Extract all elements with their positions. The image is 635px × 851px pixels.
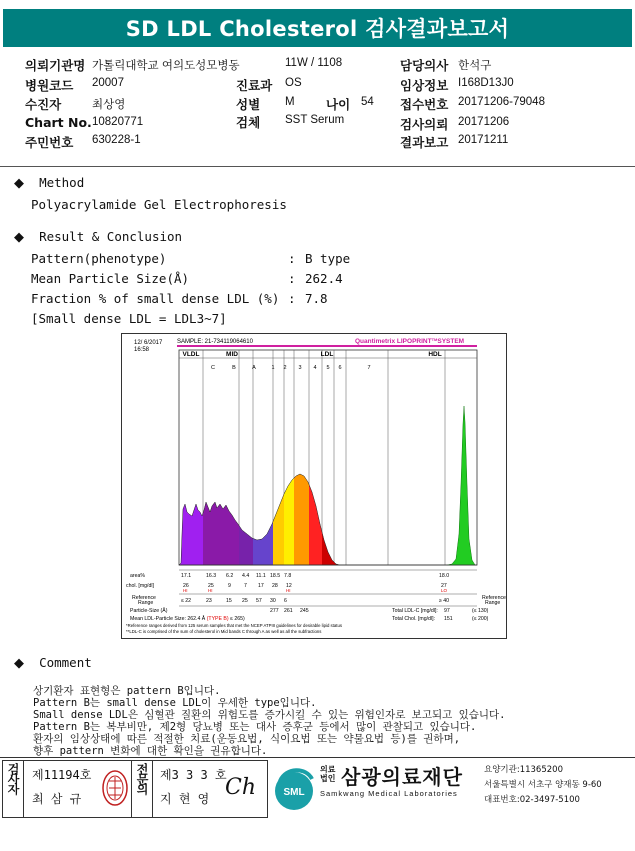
region-label: LDL: [320, 351, 334, 358]
chart-brand-tm: TM: [431, 337, 438, 342]
confirmer-signature: Ch: [225, 775, 257, 800]
band-fill: [284, 350, 294, 565]
band-fill: [203, 350, 239, 565]
region-label: MID: [226, 351, 238, 358]
area-value: 4.4: [242, 573, 250, 579]
org-prefix-2: 법인: [320, 774, 336, 783]
comment-heading: Comment: [39, 655, 92, 670]
band-fill: [294, 350, 309, 565]
comment-line-1: 상기환자 표현형은 pattern B입니다.: [33, 685, 221, 697]
clinical-value: I168D13J0: [458, 77, 514, 89]
area-value: 16.3: [206, 573, 217, 579]
area-value: 17.1: [181, 573, 192, 579]
chart-no-value: 10820771: [92, 116, 144, 128]
chol-value: 25: [208, 583, 214, 589]
band-label: A: [252, 365, 256, 371]
particle-size-value: 262.4: [305, 271, 343, 286]
dept-value: OS: [285, 77, 302, 89]
chart-brand-name: Quantimetrix LIPOPRINT: [355, 338, 432, 345]
band-labels: [211, 365, 371, 371]
age-value: 54: [361, 96, 374, 108]
ref-value: 23: [206, 598, 212, 604]
hdl-peak: [447, 406, 475, 565]
org-prefix-1: 의료: [320, 765, 336, 774]
signature-box-divider: [152, 760, 153, 817]
band-fill: [179, 350, 203, 565]
total-ldl-range: (≤ 130): [472, 608, 489, 614]
report-label: 결과보고: [400, 135, 449, 150]
report-title: SD LDL Cholesterol 검사결과보고서: [3, 9, 632, 47]
comment-line-5: 환자의 임상상태에 따른 적절한 치료(운동요법, 식이요법 또는 약물요법 등)를 권하며,: [33, 733, 461, 745]
inspector-seal-icon: [101, 769, 129, 807]
institution-label: 의뢰기관명: [25, 58, 86, 73]
footer-divider: [0, 757, 635, 758]
care-number: 요양기관:11365200: [484, 765, 563, 775]
request-value: 20171206: [458, 116, 510, 128]
band-label: 1: [271, 365, 275, 371]
confirmer-label: 전문의: [135, 763, 149, 793]
patient-label: 수진자: [25, 97, 62, 112]
particle-size-row-label: Particle-Size (Å): [130, 608, 168, 614]
particle-size-value: 261: [284, 608, 293, 614]
area-value: 7.8: [284, 573, 292, 579]
org-address: 서울특별시 서초구 양재동 9-60: [484, 780, 602, 790]
ref-value: 30: [270, 598, 276, 604]
total-ldl-label: Total LDL-C [mg/dl]:: [392, 608, 438, 614]
report-value: 20171211: [458, 134, 509, 146]
age-label: 나이: [326, 97, 351, 112]
org-name-english: Samkwang Medical Laboratories: [320, 789, 458, 798]
lipoprint-chart: [121, 333, 507, 639]
band-label: 4: [313, 365, 317, 371]
band-fill: [253, 350, 273, 565]
band-fill: [309, 350, 322, 565]
diamond-bullet-icon: ◆: [14, 176, 24, 191]
ref-value: 6: [284, 598, 287, 604]
chart-sample: SAMPLE: 21-734119064610: [177, 339, 253, 345]
band-label: 2: [283, 365, 287, 371]
fraction-colon: :: [288, 291, 296, 306]
org-name: 삼광의료재단: [341, 765, 463, 789]
institution-value: 가톨릭대학교 여의도성모병동: [92, 60, 240, 72]
band-label: 6: [338, 365, 342, 371]
chart-table: [126, 570, 506, 622]
comment-line-6: 향후 pattern 변화에 대한 확인을 권유합니다.: [33, 745, 268, 757]
band-fill: [239, 350, 253, 565]
chol-value: 9: [228, 583, 231, 589]
code-label: 병원코드: [25, 78, 74, 93]
doctor-label: 담당의사: [400, 58, 449, 73]
signature-box-divider: [131, 760, 132, 817]
chart-brand: [355, 337, 464, 345]
clinical-label: 임상정보: [400, 78, 449, 93]
result-heading-row: [14, 229, 182, 245]
specimen-label: 검체: [236, 115, 261, 130]
total-chol-range: (≤ 200): [472, 616, 489, 622]
fraction-value: 7.8: [305, 291, 328, 306]
sml-logo-icon: [272, 763, 318, 813]
specimen-value: SST Serum: [285, 114, 345, 126]
particle-size-value: 277: [270, 608, 279, 614]
receipt-value: 20171206-79048: [458, 96, 545, 108]
pattern-value: B type: [305, 251, 351, 266]
total-ldl-value: 97: [444, 608, 450, 614]
area-row-label: area%: [130, 573, 145, 579]
area-value: 18.0: [439, 573, 450, 579]
chol-value: 26: [183, 583, 189, 589]
inspector-name: 최 삼 규: [32, 792, 82, 806]
diamond-bullet-icon: ◆: [14, 230, 24, 245]
sex-value: M: [285, 96, 295, 108]
region-labels: [183, 351, 442, 358]
chol-flag: HI: [208, 588, 213, 593]
receipt-label: 접수번호: [400, 97, 449, 112]
fraction-label: Fraction % of small dense LDL (%): [31, 291, 280, 306]
chart-date: 12/ 6/2017: [134, 340, 163, 346]
code-value: 20007: [92, 77, 124, 89]
chol-value: 17: [258, 583, 264, 589]
small-dense-note: [Small dense LDL = LDL3~7]: [31, 311, 227, 326]
pattern-colon: :: [288, 251, 296, 266]
chol-flag: LO: [441, 588, 448, 593]
band-label: 7: [367, 365, 371, 371]
patient-info-block: [0, 50, 635, 167]
particle-size-label: Mean Particle Size(Å): [31, 271, 190, 286]
confirmer-name: 지 현 영: [160, 792, 210, 806]
ref-value: 15: [226, 598, 232, 604]
chart-brand-system: SYSTEM: [437, 338, 465, 345]
comment-line-2: Pattern B는 small dense LDL이 우세한 type입니다.: [33, 697, 317, 709]
ref-value: ≤ 22: [181, 598, 192, 604]
chart-footnote-1: *Reference ranges derived from 125 serum samples that met the NCEP ATPIII guidelines for desirable lipid status: [126, 623, 342, 628]
pattern-label: Pattern(phenotype): [31, 251, 167, 266]
ref-value: 57: [256, 598, 262, 604]
ref-value: 25: [242, 598, 248, 604]
chol-row-label: chol. [mg/dl]: [126, 583, 154, 589]
curve-fills: [179, 350, 346, 565]
chart-time: 16:58: [134, 347, 150, 353]
report-footer: [0, 757, 635, 851]
mean-ldl-size-text: Mean LDL-Particle Size: 262.4 Å: [130, 616, 207, 622]
chol-value: 7: [244, 583, 247, 589]
ref-value: ≥ 40: [439, 598, 450, 604]
signature-box-divider: [23, 760, 24, 817]
total-chol-label: Total Chol. [mg/dl]:: [392, 616, 435, 622]
ward-value: 11W / 1108: [285, 57, 343, 69]
area-value: 11.1: [256, 573, 266, 579]
org-phone: 대표번호:02-3497-5100: [484, 795, 580, 805]
comment-line-4: Pattern B는 복부비만, 제2형 당뇨병 또는 대사 증후군 등에서 많이 관찰되고 있습니다.: [33, 721, 477, 733]
ref-row-label: Range: [138, 600, 154, 606]
comment-heading-row: [14, 655, 92, 671]
band-label: 5: [326, 365, 330, 371]
sml-logo-text: SML: [283, 787, 305, 798]
diamond-bullet-icon: ◆: [14, 656, 24, 671]
method-text: Polyacrylamide Gel Electrophoresis: [31, 197, 287, 212]
request-label: 검사의뢰: [400, 117, 449, 132]
ref-right-label: Reference: [482, 595, 506, 601]
rrn-label: 주민번호: [25, 135, 74, 150]
mean-ldl-size-line: [130, 615, 245, 622]
sex-label: 성별: [236, 97, 261, 112]
band-label: C: [211, 365, 215, 371]
band-label: B: [232, 365, 236, 371]
chol-flag: HI: [286, 588, 291, 593]
electrophoresis-graph: [122, 334, 506, 638]
comment-line-3: Small dense LDL은 심혈관 질환의 위험도를 증가시킬 수 있는 위험인자로 보고되고 있습니다.: [33, 709, 506, 721]
chol-value: 27: [441, 583, 447, 589]
confirmer-license: 제3 3 3 호: [160, 768, 227, 782]
total-chol-value: 151: [444, 616, 453, 622]
band-fill: [273, 350, 287, 565]
method-heading: Method: [39, 175, 85, 190]
chol-flag: HI: [183, 588, 188, 593]
region-label: VLDL: [182, 351, 200, 358]
dept-label: 진료과: [236, 78, 273, 93]
band-label: 3: [298, 365, 302, 371]
ref-row-label: Reference: [132, 595, 156, 601]
area-value: 6.2: [226, 573, 234, 579]
patient-value: 최상영: [92, 99, 126, 111]
result-heading: Result & Conclusion: [39, 229, 183, 244]
rrn-value: 630228-1: [92, 134, 141, 146]
area-value: 18.5: [270, 573, 281, 579]
mean-ldl-type: (TYPE B): [206, 616, 229, 622]
inspector-license: 제11194호: [32, 768, 92, 782]
inspector-label: 검사자: [6, 763, 20, 793]
chol-value: 12: [286, 583, 292, 589]
chart-no-label: Chart No.: [25, 115, 92, 130]
brand-underline: [177, 345, 477, 347]
region-label: HDL: [428, 351, 442, 358]
org-prefix: [320, 765, 335, 783]
chart-footnote-2: **LDL-C is comprised of the sum of cholesterol in Mid bands C through A as well as all the subfractions: [126, 629, 322, 634]
chol-value: 28: [272, 583, 278, 589]
doctor-value: 한석구: [458, 60, 492, 72]
particle-size-value: 245: [300, 608, 309, 614]
ref-right-label: Range: [485, 600, 501, 606]
method-heading-row: [14, 175, 84, 191]
mean-ldl-range: ≤ 265): [228, 616, 245, 622]
particle-size-colon: :: [288, 271, 296, 286]
